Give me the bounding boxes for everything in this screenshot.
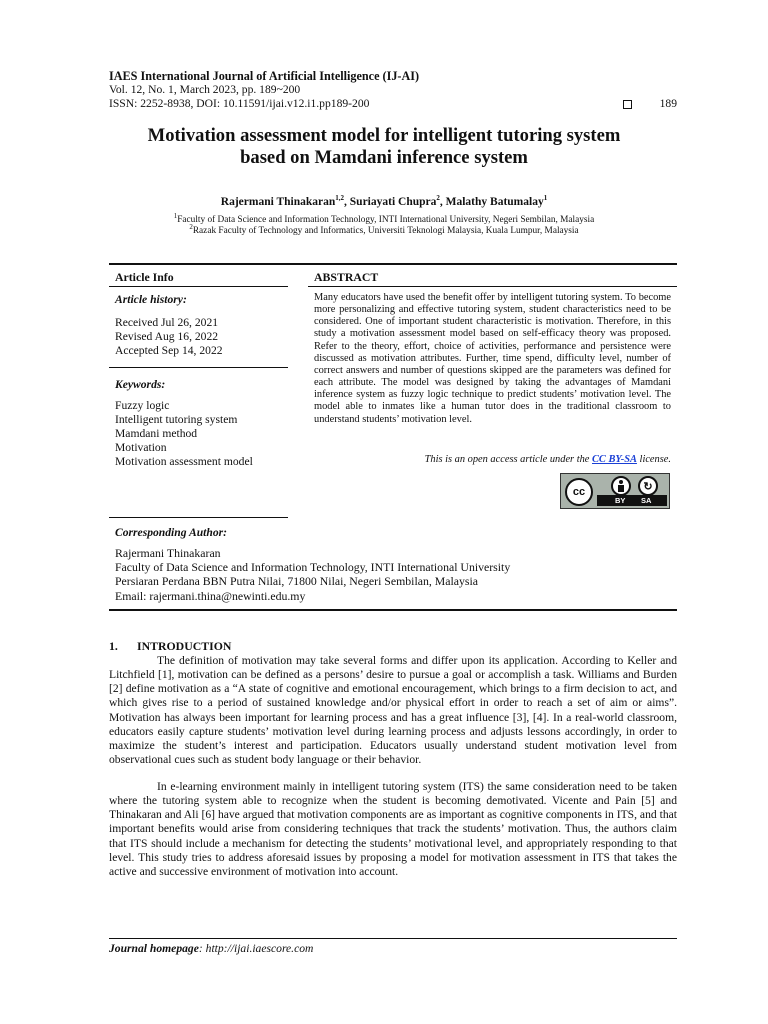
history-label: Article history:: [115, 293, 187, 306]
corresponding-bottom-rule: [109, 609, 677, 611]
abstract-rule: [308, 286, 677, 287]
corresponding-label: Corresponding Author:: [115, 526, 228, 539]
section-number: 1.: [109, 639, 118, 653]
keywords-rule: [109, 517, 288, 518]
share-alike-icon: ↻: [638, 476, 658, 496]
author-sup: 1,2: [335, 194, 345, 202]
journal-homepage: Journal homepage: http://ijai.iaescore.com: [109, 942, 314, 955]
history-rule: [109, 367, 288, 368]
volume-info: Vol. 12, No. 1, March 2023, pp. 189~200: [109, 83, 301, 96]
author-name: Suriayati Chupra: [349, 195, 437, 208]
paragraph-text: In e-learning environment mainly in intelligent tutoring system (ITS) the same consideration need to be taken where the tutoring system able to recognize when the student is becoming demotivated. Vicente and Pain [5] and Thinakaran and Ali [6] have argued that motivation components are as important as cognitive components in ITS, and that important benefits would arise from considering techniques that track the students’ motivation. Thus, the authors claim that ITS should include a mechanism for detecting the students’ motivational level, and appropriately responding to that level. This study tries to address aforesaid issues by proposing a model for motivation assessment in ITS that takes the active and successive environment of motivation into account.: [109, 780, 677, 878]
intro-paragraph-1: [109, 654, 677, 767]
author-sup: 1: [543, 194, 548, 202]
keywords-label: Keywords:: [115, 378, 166, 391]
keyword-item: Motivation: [115, 441, 167, 454]
corresponding-faculty: Faculty of Data Science and Information Technology, INTI International University: [115, 560, 511, 575]
keyword-item: Intelligent tutoring system: [115, 413, 238, 426]
abstract-text: Many educators have used the benefit offer by intelligent tutoring system. To become more personalizing and effective tutoring system, student characteristics need to be considered. One of important student characteristic is motivation. Therefore, in this study a motivation assessment model based on self-efficacy theory was proposed. Refer to the theory, effort, choice of activities, performance and persistence were discussed as motivation attributes. Further, time spend, difficulty level, number of correct answers and number of questions skipped are the parameters was defined for each attribute. The model was designed by taking the advantages of Mamdani inference system as fuzzy logic technique to predict students’ motivation level. The model able to inmates like a human tutor does in the traditional classroom to understand students’ motivation level.: [314, 292, 671, 425]
affiliation-text: Faculty of Data Science and Information Technology, INTI International University, Negeri Sembilan, Malaysia: [177, 215, 595, 226]
author-name: Rajermani Thinakaran: [220, 195, 336, 208]
affiliation-sup: 2: [189, 223, 193, 231]
article-info-heading: Article Info: [115, 270, 174, 284]
article-history: [115, 293, 287, 358]
homepage-label: Journal homepage: [109, 942, 199, 955]
info-top-rule: [109, 263, 677, 265]
section-title: INTRODUCTION: [137, 639, 232, 653]
issn-doi: ISSN: 2252-8938, DOI: 10.11591/ijai.v12.i1.pp189-200: [109, 97, 370, 110]
affiliation-text: Razak Faculty of Technology and Informatics, Universiti Teknologi Malaysia, Kuala Lumpur, Malaysia: [192, 226, 579, 237]
license-link[interactable]: CC BY-SA: [592, 454, 637, 465]
keyword-item: Fuzzy logic: [115, 399, 170, 412]
cc-logo-icon: cc: [565, 478, 593, 506]
revised-date: Revised Aug 16, 2022: [115, 330, 219, 343]
title-line-1: Motivation assessment model for intelligent tutoring system: [147, 125, 621, 146]
badge-sa-text: SA: [641, 496, 652, 505]
page-number: 189: [659, 97, 677, 110]
cc-by-sa-badge[interactable]: [560, 473, 670, 509]
author-sup: 2: [436, 194, 440, 202]
badge-by-text: BY: [615, 496, 626, 505]
corresponding-email: Email: rajermani.thina@newinti.edu.my: [115, 588, 306, 603]
paper-title: [90, 125, 678, 169]
title-line-2: based on Mamdani inference system: [240, 147, 528, 168]
section-heading: [109, 639, 231, 654]
keyword-item: Motivation assessment model: [115, 455, 253, 468]
author-name: Malathy Batumalay: [445, 195, 544, 208]
open-access-pre: This is an open access article under the: [424, 454, 592, 465]
abstract-heading: ABSTRACT: [314, 270, 379, 284]
open-access-note: [314, 454, 671, 465]
accepted-date: Accepted Sep 14, 2022: [115, 344, 223, 357]
article-info-rule: [109, 286, 288, 287]
affiliation-sup: 1: [173, 212, 178, 220]
author-list: Rajermani Thinakaran$^{1,2}$, Suriayati Chupra$^2$, Malathy Batumalay$^1$: [220, 194, 548, 208]
footer-rule: [109, 938, 677, 939]
corresponding-author: [115, 546, 675, 603]
corresponding-address: Persiaran Perdana BBN Putra Nilai, 71800 Nilai, Negeri Sembilan, Malaysia: [115, 574, 479, 589]
paragraph-text: The definition of motivation may take several forms and differ upon its application. According to Keller and Litchfield [1], motivation can be defined as a persons’ desire to pursue a goal or accomplish a task. Williams and Burden [2] define motivation as a “A state of cognitive and emotional encouragement, which brings to a firm decision to act, and which gives rise to a period of sustained knowledge and/or physical effort in order to reach a set of aim or aims”. Motivation has always been important for learning process and has a great influence [3], [4]. In a real-world classroom, educators easily capture students’ motivation level during learning process and adjusts lessons accordingly, in order to maximize the student’s interest and participation. Educators usually understand student motivation level from observational cues such as student body language or their behavior.: [109, 654, 677, 767]
journal-name: IAES International Journal of Artificial Intelligence (IJ-AI): [109, 69, 420, 83]
received-date: Received Jul 26, 2021: [115, 316, 219, 329]
keywords-block: [115, 378, 287, 469]
attribution-person-icon: [611, 476, 631, 496]
square-bullet-icon: [623, 100, 632, 109]
intro-paragraph-2: [109, 780, 677, 879]
corresponding-name: Rajermani Thinakaran: [115, 546, 221, 560]
keyword-item: Mamdani method: [115, 427, 198, 440]
homepage-url[interactable]: http://ijai.iaescore.com: [205, 942, 314, 955]
badge-bar: [597, 495, 667, 506]
running-header: [109, 69, 677, 111]
affiliation-2: [90, 222, 678, 237]
open-access-post: license.: [636, 454, 671, 465]
